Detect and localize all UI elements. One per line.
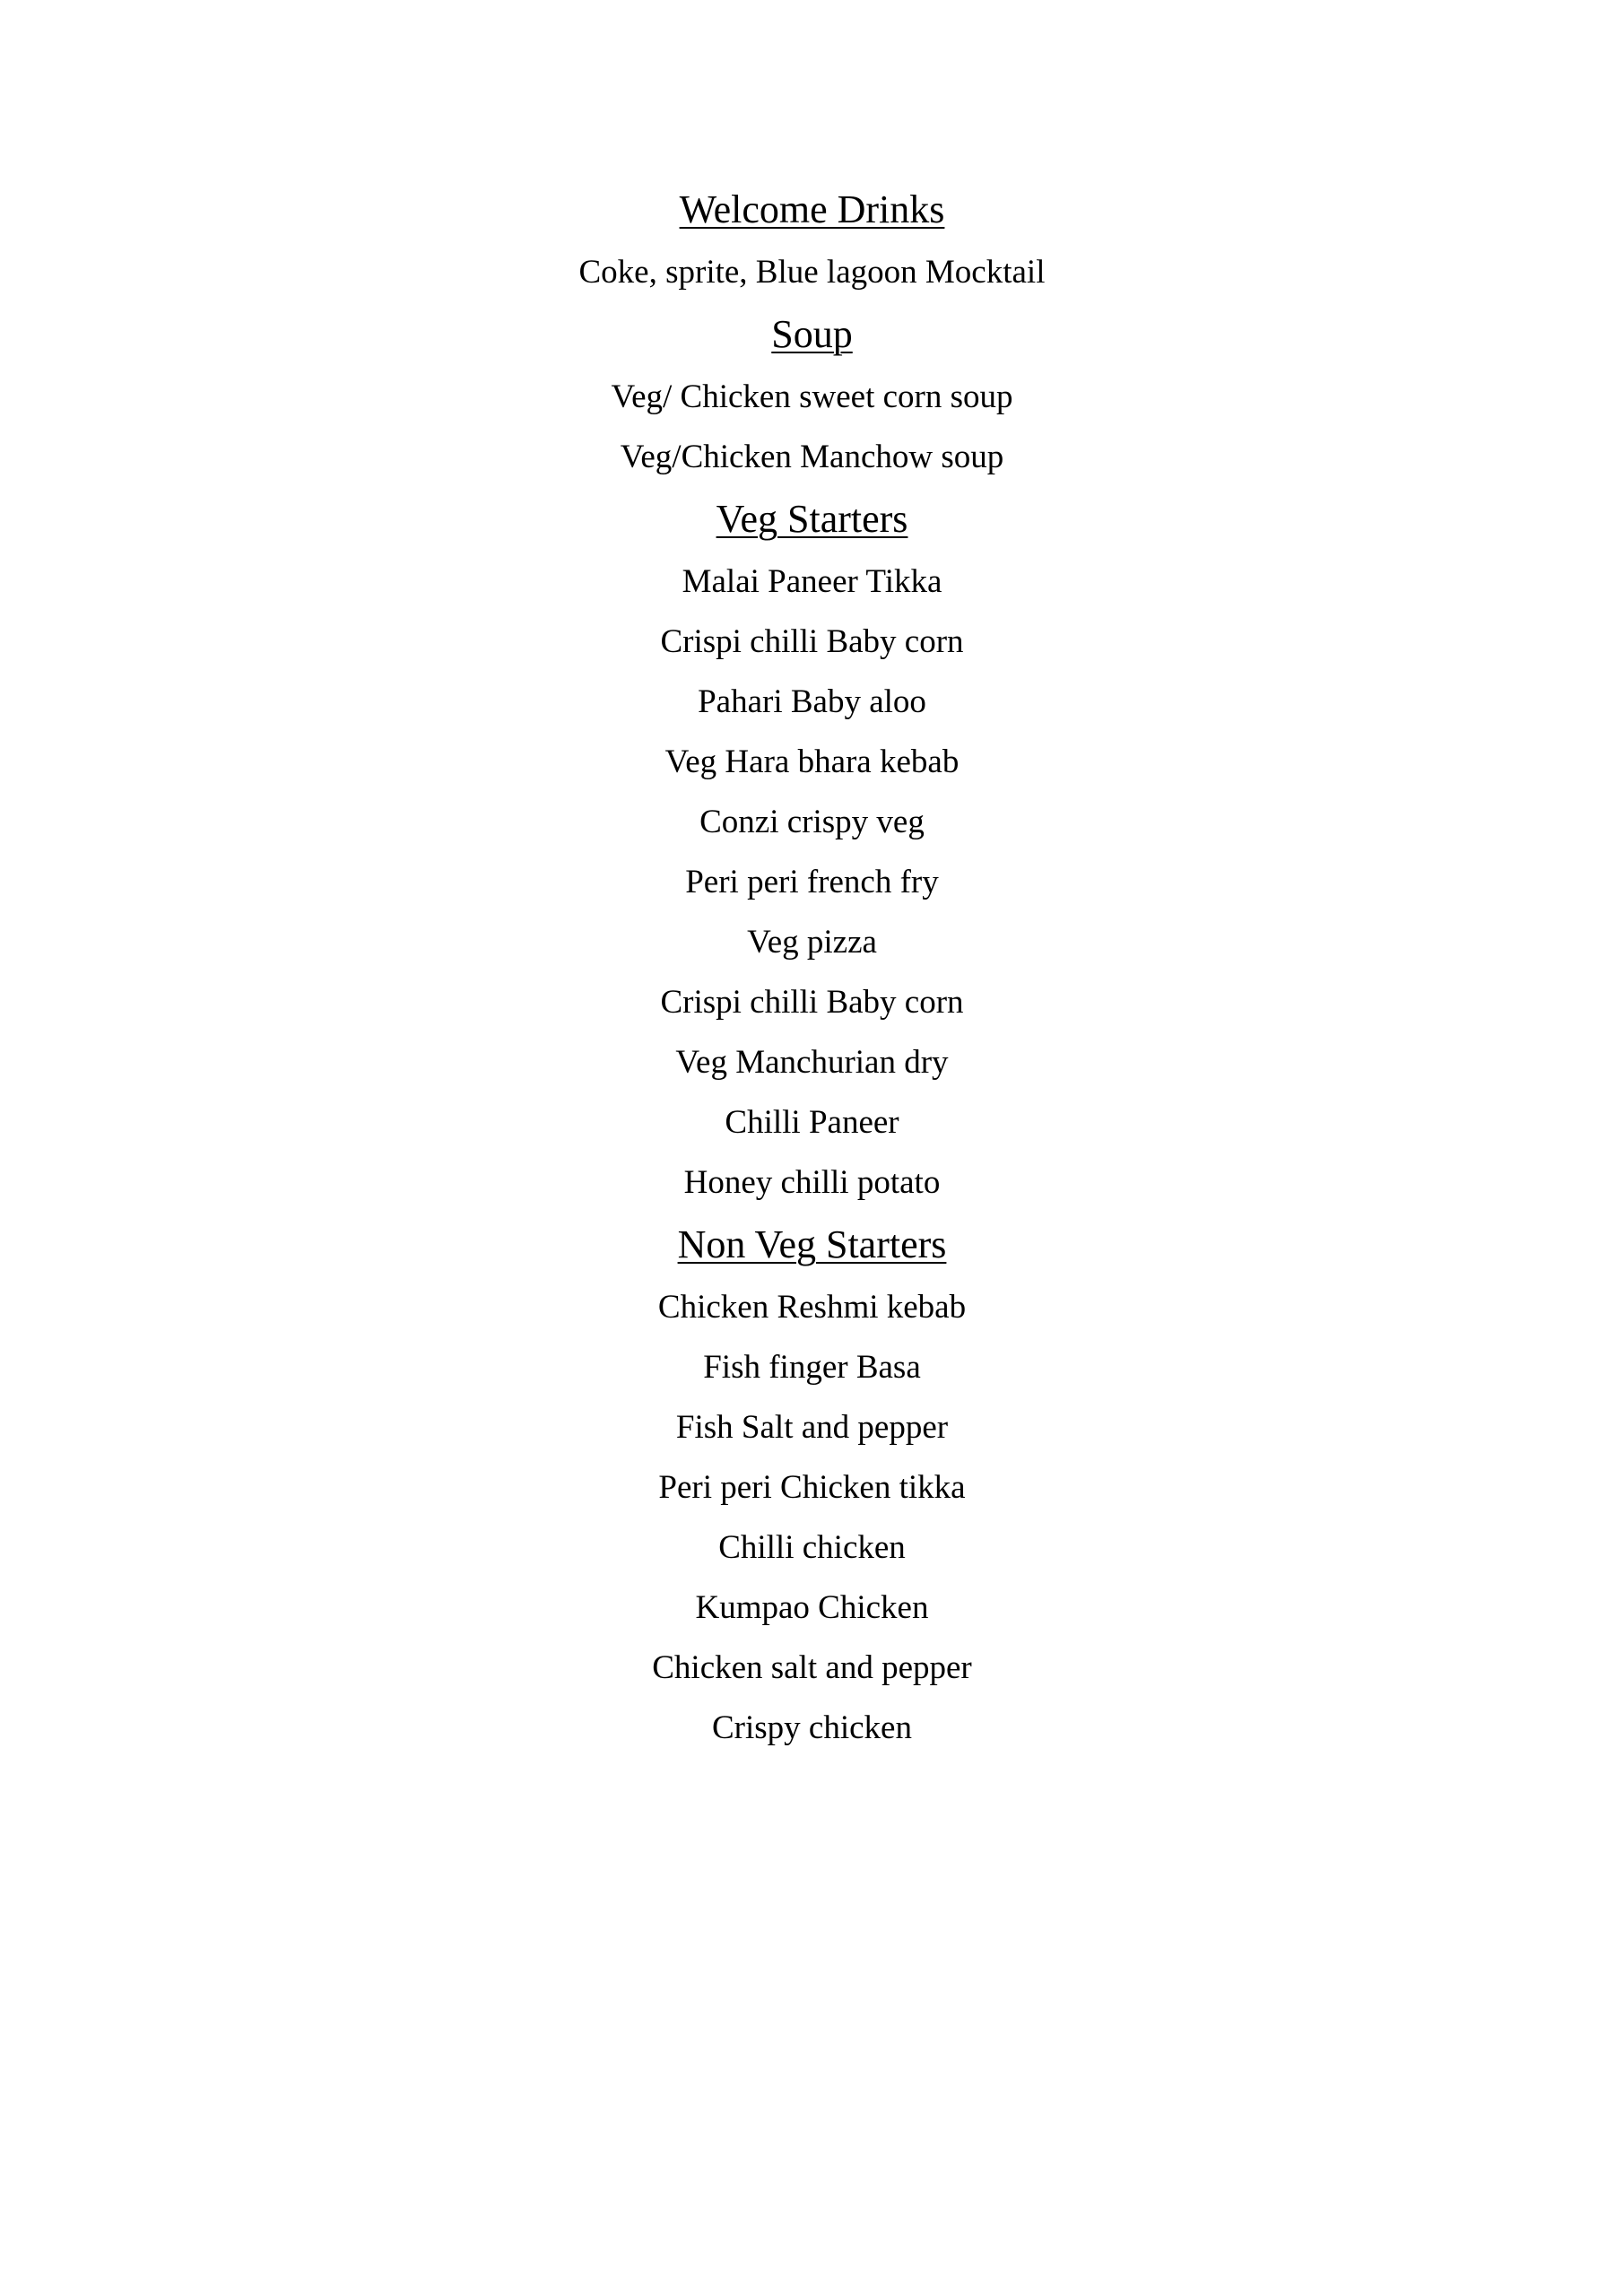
menu-item: Honey chilli potato — [683, 1164, 941, 1201]
section-heading: Soup — [771, 312, 853, 356]
menu-item: Veg Hara bhara kebab — [664, 744, 960, 780]
menu-item: Fish finger Basa — [703, 1349, 921, 1386]
menu-item: Kumpao Chicken — [695, 1589, 929, 1626]
menu-item: Chicken salt and pepper — [652, 1649, 972, 1686]
section-heading: Welcome Drinks — [679, 187, 945, 231]
menu-item: Coke, sprite, Blue lagoon Mocktail — [578, 254, 1046, 291]
menu-item: Peri peri french fry — [685, 864, 939, 900]
section-welcome-drinks — [0, 187, 1624, 311]
menu-item: Veg Manchurian dry — [675, 1044, 949, 1081]
menu-item: Chilli Paneer — [725, 1104, 899, 1141]
menu-item: Crispi chilli Baby corn — [660, 984, 964, 1021]
menu-list — [0, 187, 1624, 1767]
menu-item: Conzi crispy veg — [699, 804, 925, 840]
section-soup — [0, 311, 1624, 496]
menu-item: Veg pizza — [747, 924, 877, 961]
menu-item: Fish Salt and pepper — [675, 1409, 949, 1446]
menu-item: Veg/ Chicken sweet corn soup — [611, 378, 1013, 415]
menu-item: Chilli chicken — [718, 1529, 906, 1566]
menu-item: Veg/Chicken Manchow soup — [620, 439, 1004, 475]
menu-item: Peri peri Chicken tikka — [658, 1469, 966, 1506]
section-non-veg-starters — [0, 1222, 1624, 1767]
section-veg-starters — [0, 496, 1624, 1222]
menu-item: Chicken Reshmi kebab — [657, 1289, 967, 1326]
menu-item: Malai Paneer Tikka — [682, 563, 942, 600]
menu-item: Crispi chilli Baby corn — [660, 623, 964, 660]
section-heading: Non Veg Starters — [677, 1222, 947, 1266]
menu-item: Crispy chicken — [712, 1709, 912, 1746]
menu-item: Pahari Baby aloo — [698, 683, 926, 720]
section-heading: Veg Starters — [716, 497, 908, 541]
